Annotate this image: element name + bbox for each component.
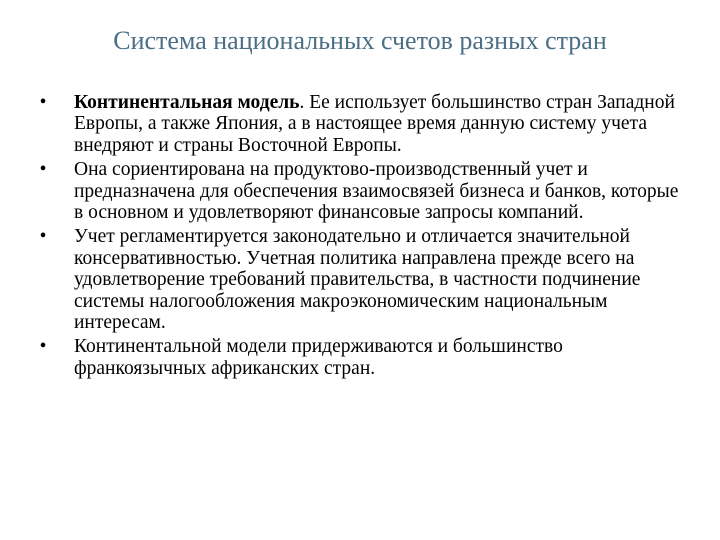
bullet-text: Она сориентирована на продуктово-производственный учет и предназначена для обеспечения взаимосвязей бизнеса и банков, которые в основном и удовлетворяют финансовые запросы компаний. [74, 159, 679, 224]
bullet-item-4 [36, 336, 686, 379]
bullet-icon: • [39, 92, 47, 113]
bullet-lead-text: Континентальная модель [74, 92, 300, 113]
bullet-icon: • [39, 226, 47, 248]
bullet-item-3 [36, 226, 686, 333]
bullet-icon: • [39, 159, 47, 181]
bullet-item-2 [36, 159, 686, 223]
bullet-text: . Ее использует большинство стран Западной Европы, а также Япония, а в настоящее время данную систему учета внедряют и страны Восточной Европы. [74, 92, 675, 156]
bullet-list [36, 92, 686, 382]
bullet-text: Континентальной модели придерживаются и большинство франкоязычных африканских стран. [74, 336, 563, 379]
bullet-text: Учет регламентируется законодательно и отличается значительной консервативностью. Учетная политика направлена прежде всего на удовлетворение требований правительства, в частности подчинение системы налогообложения макроэкономическим национальным интересам. [74, 226, 641, 334]
bullet-icon: • [39, 336, 47, 358]
bullet-item-1 [36, 92, 686, 156]
slide-title: Система национальных счетов разных стран [113, 26, 607, 55]
